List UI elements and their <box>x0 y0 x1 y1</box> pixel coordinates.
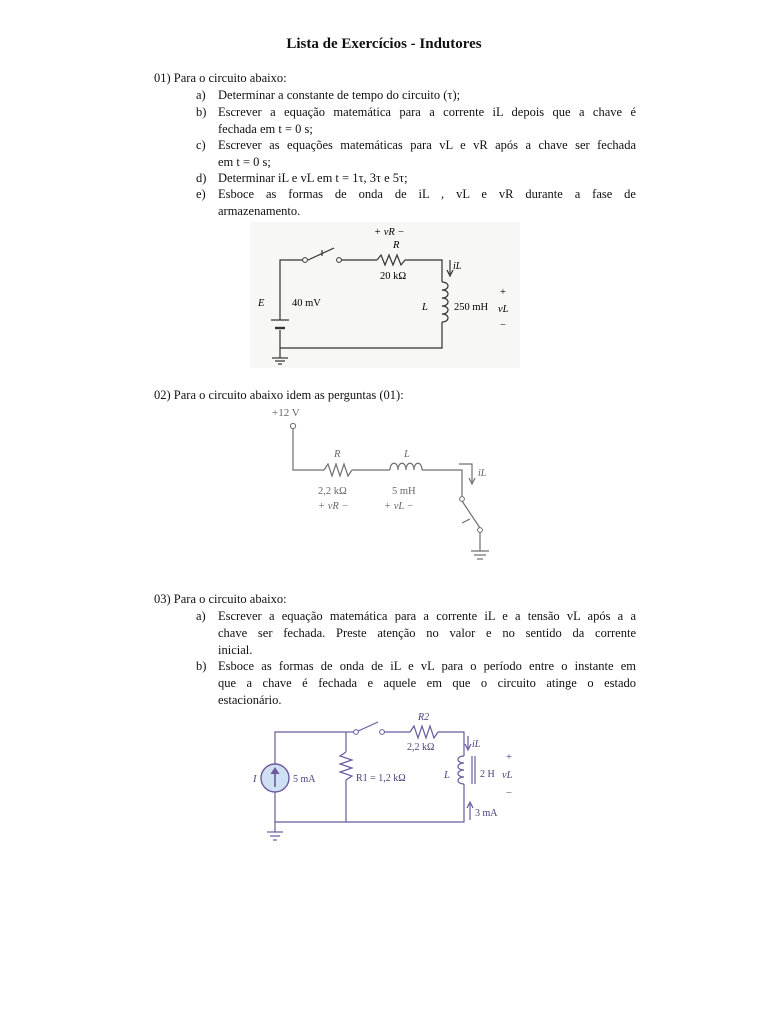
r-value: 2,2 kΩ <box>318 486 347 497</box>
ex1-item-d <box>196 170 636 187</box>
item-line: fechada em t = 0 s; <box>218 122 313 136</box>
page-title: Lista de Exercícios - Indutores <box>286 36 482 52</box>
vl-plus: + <box>500 287 506 298</box>
item-text <box>218 608 636 659</box>
vl-plus: + <box>506 752 512 763</box>
e-value: 40 mV <box>292 298 321 309</box>
item-label: c) <box>196 138 206 152</box>
item-line: Esboce as formas de onda de iL , vL e vR durante a fase de <box>218 187 636 201</box>
item-text <box>218 137 636 171</box>
circuit-2-diagram <box>266 402 498 574</box>
item-text <box>218 87 636 104</box>
item-line: chave ser fechada. Preste atenção no valor e no sentido da corrente <box>218 626 636 640</box>
item-label: a) <box>196 88 206 102</box>
vl-label: + vL − <box>384 501 414 512</box>
item-line: que a chave é fechada e aquele em que o circuito atinge o estado <box>218 676 636 690</box>
item-line: Esboce as formas de onda de iL e vL para o período entre o instante em <box>218 659 636 673</box>
i-value: 5 mA <box>293 774 316 785</box>
r2-value: 2,2 kΩ <box>407 742 435 753</box>
item-line: estacionário. <box>218 693 282 707</box>
item-line: Determinar a constante de tempo do circuito (τ); <box>218 88 461 102</box>
r2-name: R2 <box>418 712 430 723</box>
initial-current: 3 mA <box>475 808 498 819</box>
vl-label: vL <box>498 304 509 315</box>
r-name: R <box>334 449 341 460</box>
item-label: a) <box>196 609 206 623</box>
l-name: L <box>444 770 450 781</box>
ex3-heading: 03) Para o circuito abaixo: <box>154 592 287 606</box>
il-label: iL <box>453 261 462 272</box>
l-value: 250 mH <box>454 302 489 313</box>
r-name: R <box>393 240 400 251</box>
ex3-item-a <box>196 608 636 659</box>
e-name: E <box>258 298 265 309</box>
ex1-item-b <box>196 104 636 138</box>
vr-label: + vR − <box>374 227 405 238</box>
l-value: 5 mH <box>392 486 416 497</box>
item-line: Escrever a equação matemática para a corrente iL depois que a chave é <box>218 105 636 119</box>
item-text <box>218 186 636 220</box>
i-name: I <box>253 774 257 785</box>
ex3-item-b <box>196 658 636 709</box>
il-label: iL <box>472 739 481 750</box>
ex1-item-e <box>196 186 636 220</box>
vr-label: + vR − <box>318 501 349 512</box>
r1-label: R1 = 1,2 kΩ <box>356 773 406 784</box>
item-label: e) <box>196 187 206 201</box>
item-text <box>218 658 636 709</box>
circuit-3-diagram <box>250 712 520 848</box>
vl-minus: − <box>500 320 506 331</box>
item-line: Escrever a equação matemática para a corrente iL e a tensão vL após a a <box>218 609 636 623</box>
r-value: 20 kΩ <box>380 271 407 282</box>
item-text <box>218 104 636 138</box>
item-line: inicial. <box>218 643 253 657</box>
l-name: L <box>422 302 428 313</box>
l-name: L <box>404 449 410 460</box>
il-label: iL <box>478 468 487 479</box>
item-line: Escrever as equações matemáticas para vL e vR após a chave ser fechada <box>218 138 636 152</box>
ex1-heading: 01) Para o circuito abaixo: <box>154 71 287 85</box>
vl-label: vL <box>502 770 513 781</box>
item-line: Determinar iL e vL em t = 1τ, 3τ e 5τ; <box>218 171 408 185</box>
ex2-heading: 02) Para o circuito abaixo idem as perguntas (01): <box>154 388 404 402</box>
vl-minus: − <box>506 788 512 799</box>
item-label: d) <box>196 171 207 185</box>
l-value: 2 H <box>480 769 495 780</box>
ex1-item-a <box>196 87 636 104</box>
item-label: b) <box>196 105 207 119</box>
item-line: em t = 0 s; <box>218 155 271 169</box>
item-line: armazenamento. <box>218 204 301 218</box>
circuit-1-diagram <box>250 222 520 368</box>
ex1-item-c <box>196 137 636 171</box>
item-label: b) <box>196 659 207 673</box>
supply-label: +12 V <box>272 407 300 419</box>
item-text <box>218 170 636 187</box>
